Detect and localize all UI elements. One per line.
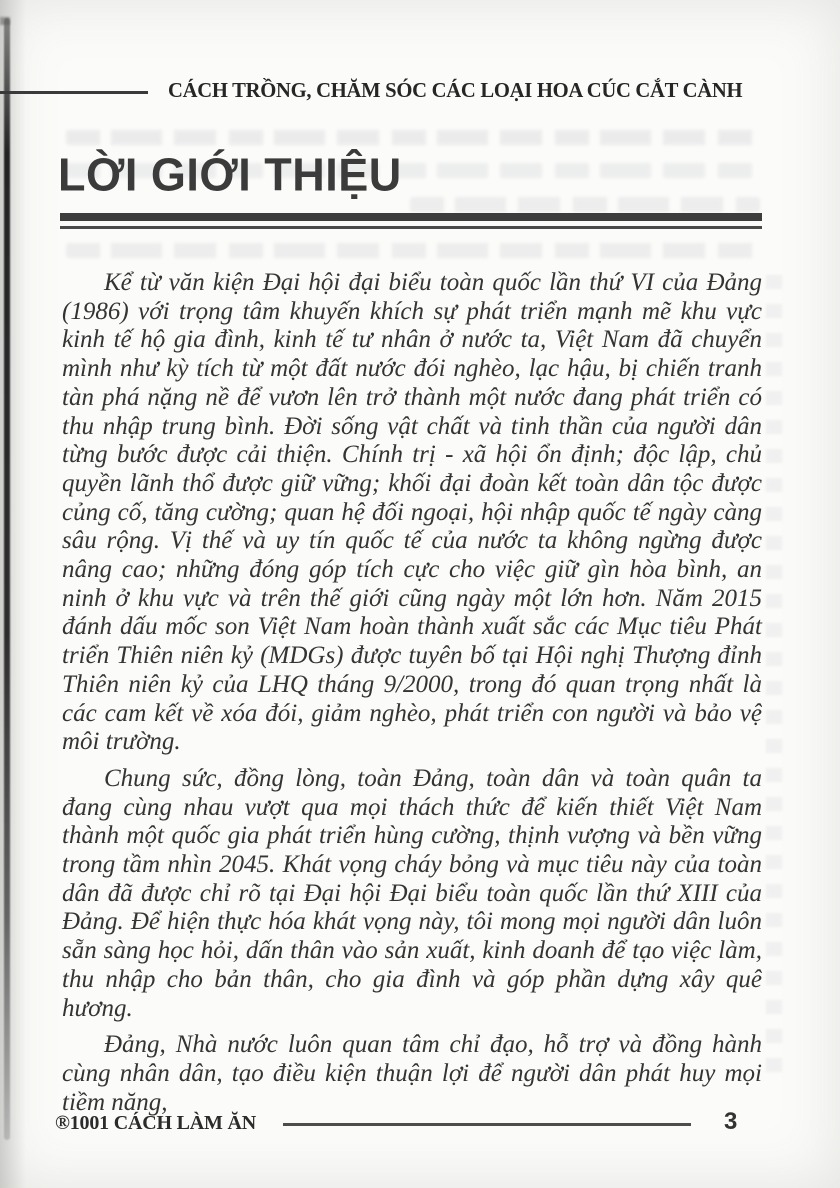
page-footer: [0, 1108, 840, 1144]
bleed-through-ghost-text: [66, 130, 758, 145]
footer-rule: [283, 1123, 691, 1126]
bleed-through-ghost-margin: [766, 275, 782, 1085]
series-imprint: ®1001 CÁCH LÀM ĂN: [55, 1112, 256, 1134]
page-number: 3: [724, 1108, 738, 1135]
running-header-title: CÁCH TRỒNG, CHĂM SÓC CÁC LOẠI HOA CÚC CẮT CÀNH: [168, 78, 743, 102]
scan-artifact: [0, 17, 10, 25]
body-text: [62, 269, 762, 1125]
paragraph-3: Đảng, Nhà nước luôn quan tâm chỉ đạo, hỗ trợ và đồng hành cùng nhân dân, tạo điều kiện thuận lợi để người dân phát huy mọi tiềm năng,: [62, 1031, 762, 1116]
title-rule-thin: [60, 226, 762, 229]
page-title: LỜI GIỚI THIỆU: [58, 148, 402, 202]
running-header: [0, 78, 840, 108]
running-header-rule: [0, 91, 148, 94]
paragraph-2: Chung sức, đồng lòng, toàn Đảng, toàn dân và toàn quân ta đang cùng nhau vượt qua mọi thách thức để kiến thiết Việt Nam thành một quốc gia phát triển hùng cường, thịnh vượng và bền vững trong tầm nhìn 2045. Khát vọng cháy bỏng và mục tiêu này của toàn dân đã được chỉ rõ tại Đại hội Đại biểu toàn quốc lần thứ XIII của Đảng. Để hiện thực hóa khát vọng này, tôi mong mọi người dân luôn sẵn sàng học hỏi, dấn thân vào sản xuất, kinh doanh để tạo việc làm, thu nhập cho bản thân, cho gia đình và góp phần dựng xây quê hương.: [62, 764, 762, 1022]
page-edge-shadow: [4, 18, 10, 1140]
bleed-through-ghost-text: [410, 197, 760, 212]
paragraph-1: Kể từ văn kiện Đại hội đại biểu toàn quốc lần thứ VI của Đảng (1986) với trọng tâm khuyến khích sự phát triển mạnh mẽ khu vực kinh tế hộ gia đình, kinh tế tư nhân ở nước ta, Việt Nam đã chuyển mình như kỳ tích từ một đất nước đói nghèo, lạc hậu, bị chiến tranh tàn phá nặng nề để vươn lên trở thành một nước đang phát triển có thu nhập trung bình. Đời sống vật chất và tinh thần của người dân từng bước được cải thiện. Chính trị - xã hội ổn định; độc lập, chủ quyền lãnh thổ được giữ vững; khối đại đoàn kết toàn dân tộc được củng cố, tăng cường; quan hệ đối ngoại, hội nhập quốc tế ngày càng sâu rộng. Vị thế và uy tín quốc tế của nước ta không ngừng được nâng cao; những đóng góp tích cực cho việc giữ gìn hòa bình, an ninh ở khu vực và trên thế giới cũng ngày một lớn hơn. Năm 2015 đánh dấu mốc son Việt Nam hoàn thành xuất sắc các Mục tiêu Phát triển Thiên niên kỷ (MDGs) được tuyên bố tại Hội nghị Thượng đỉnh Thiên niên kỷ của LHQ tháng 9/2000, trong đó quan trọng nhất là các cam kết về xóa đói, giảm nghèo, phát triển con người và bảo vệ môi trường.: [62, 269, 762, 756]
title-rule-thick: [60, 213, 762, 221]
bleed-through-ghost-text: [66, 243, 758, 258]
